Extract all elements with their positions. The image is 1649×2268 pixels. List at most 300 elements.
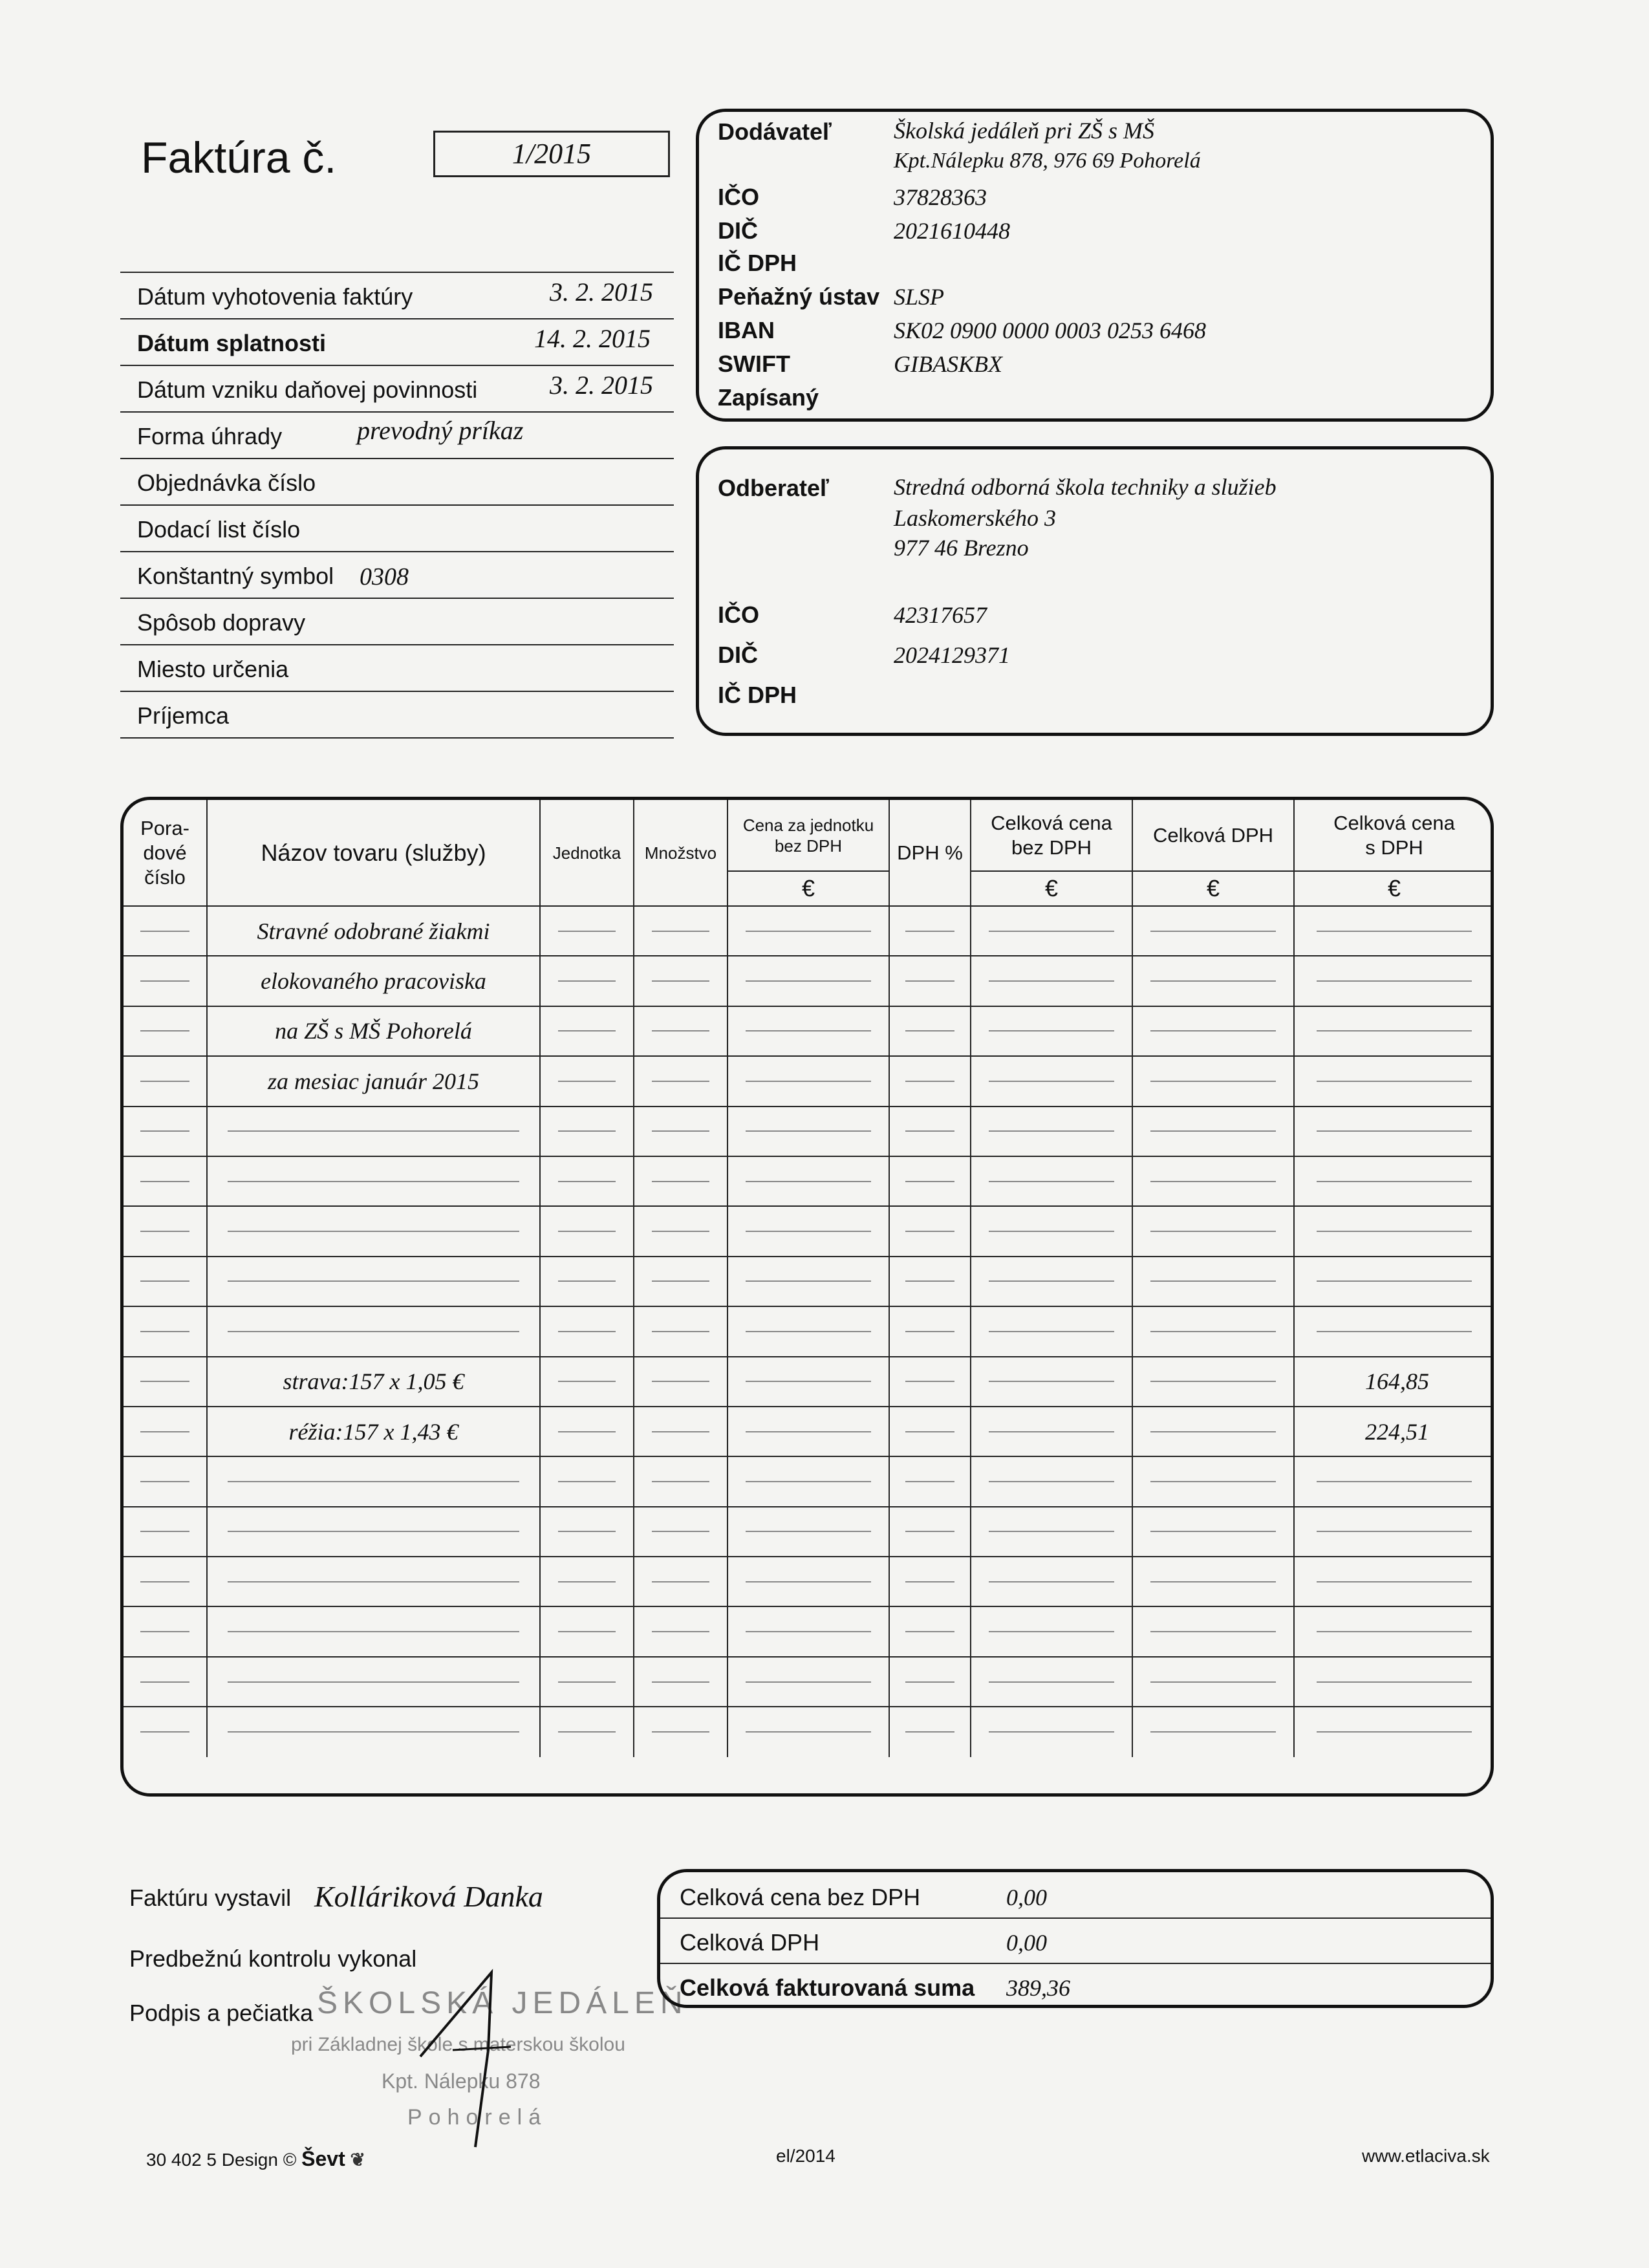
leaf-icon: ❦ bbox=[350, 2150, 365, 2170]
blank-line bbox=[905, 1431, 955, 1432]
item-cell[interactable] bbox=[540, 1056, 634, 1106]
item-cell[interactable] bbox=[1294, 1257, 1494, 1306]
blank-line bbox=[558, 1631, 616, 1632]
blank-line bbox=[1150, 931, 1275, 932]
item-cell[interactable] bbox=[540, 1107, 634, 1156]
item-cell[interactable] bbox=[124, 1357, 207, 1407]
blank-line bbox=[905, 1130, 955, 1132]
item-cell[interactable] bbox=[727, 1107, 889, 1156]
item-cell[interactable] bbox=[1294, 1606, 1494, 1656]
item-cell[interactable] bbox=[540, 1357, 634, 1407]
blank-line bbox=[746, 1481, 870, 1482]
supplier-name: Školská jedáleň pri ZŠ s MŠ bbox=[894, 118, 1154, 144]
table-row bbox=[124, 956, 1494, 1006]
item-cell[interactable] bbox=[124, 1707, 207, 1756]
blank-line bbox=[905, 1381, 955, 1382]
blank-line bbox=[652, 931, 709, 932]
blank-line bbox=[140, 1331, 190, 1332]
item-cell[interactable] bbox=[889, 1156, 971, 1206]
blank-line bbox=[558, 1431, 616, 1432]
item-cell[interactable] bbox=[1294, 1206, 1494, 1256]
supplier-dic-label: DIČ bbox=[718, 217, 758, 244]
blank-line bbox=[989, 1331, 1114, 1332]
item-cell[interactable] bbox=[634, 1407, 727, 1456]
item-cell[interactable] bbox=[124, 1107, 207, 1156]
item-cell[interactable] bbox=[1132, 1507, 1294, 1557]
blank-line bbox=[558, 1181, 616, 1182]
blank-line bbox=[140, 1531, 190, 1532]
buyer-dic-label: DIČ bbox=[718, 642, 758, 668]
blank-line bbox=[1317, 1631, 1472, 1632]
item-cell[interactable] bbox=[540, 1707, 634, 1756]
item-cell[interactable] bbox=[1132, 956, 1294, 1006]
blank-line bbox=[228, 1681, 519, 1683]
supplier-iban-label: IBAN bbox=[718, 317, 775, 343]
blank-line bbox=[746, 1181, 870, 1182]
item-cell[interactable] bbox=[889, 1257, 971, 1306]
total-sum-row bbox=[660, 1963, 1491, 2008]
blank-line bbox=[558, 980, 616, 982]
item-cell[interactable] bbox=[1132, 1357, 1294, 1407]
item-name-cell[interactable] bbox=[207, 1606, 540, 1656]
detail-label: Dodací list číslo bbox=[137, 516, 301, 543]
detail-row-divider bbox=[120, 458, 674, 459]
header-vat-total: Celková DPH bbox=[1132, 800, 1294, 871]
table-row bbox=[124, 1306, 1494, 1356]
item-cell[interactable] bbox=[634, 1206, 727, 1256]
item-cell[interactable] bbox=[540, 956, 634, 1006]
blank-line bbox=[746, 1581, 870, 1582]
detail-row-divider bbox=[120, 318, 674, 319]
detail-label: Forma úhrady bbox=[137, 423, 283, 449]
item-cell[interactable] bbox=[634, 1657, 727, 1707]
detail-row-divider bbox=[120, 272, 674, 273]
blank-line bbox=[989, 1280, 1114, 1282]
blank-line bbox=[228, 1331, 519, 1332]
blank-line bbox=[140, 980, 190, 982]
item-cell[interactable] bbox=[1294, 1006, 1494, 1056]
item-name-cell[interactable] bbox=[207, 1257, 540, 1306]
item-cell[interactable] bbox=[634, 1456, 727, 1506]
currency-total-with-vat: € bbox=[1294, 871, 1494, 906]
item-cell[interactable] bbox=[1132, 1206, 1294, 1256]
item-cell[interactable] bbox=[1132, 1456, 1294, 1506]
item-cell[interactable] bbox=[727, 1056, 889, 1106]
item-cell[interactable] bbox=[124, 1006, 207, 1056]
item-cell[interactable] bbox=[634, 1156, 727, 1206]
item-cell[interactable] bbox=[1294, 1707, 1494, 1756]
item-cell[interactable] bbox=[124, 906, 207, 956]
item-cell[interactable] bbox=[634, 1306, 727, 1356]
issued-by-label: Faktúru vystavil bbox=[129, 1885, 292, 1911]
blank-line bbox=[905, 1181, 955, 1182]
item-cell[interactable] bbox=[634, 1107, 727, 1156]
blank-line bbox=[746, 1631, 870, 1632]
item-cell[interactable] bbox=[124, 1056, 207, 1106]
detail-value[interactable]: prevodný príkaz bbox=[357, 416, 524, 445]
table-row bbox=[124, 1657, 1494, 1707]
item-cell[interactable] bbox=[634, 1606, 727, 1656]
item-cell[interactable] bbox=[634, 1006, 727, 1056]
item-cell[interactable] bbox=[124, 1657, 207, 1707]
header-poradove-cislo: Pora- dové číslo bbox=[124, 800, 207, 906]
detail-row-divider bbox=[120, 598, 674, 599]
blank-line bbox=[652, 1331, 709, 1332]
blank-line bbox=[1150, 1531, 1275, 1532]
item-cell[interactable] bbox=[889, 1056, 971, 1106]
blank-line bbox=[746, 1081, 870, 1082]
item-cell[interactable] bbox=[1294, 1657, 1494, 1707]
item-cell[interactable] bbox=[634, 1507, 727, 1557]
item-cell[interactable] bbox=[1294, 1306, 1494, 1356]
table-row bbox=[124, 1107, 1494, 1156]
item-cell[interactable] bbox=[634, 1707, 727, 1756]
item-cell[interactable] bbox=[1132, 1707, 1294, 1756]
issued-by-name: Kolláriková Danka bbox=[314, 1880, 543, 1913]
item-cell[interactable] bbox=[540, 1456, 634, 1506]
blank-line bbox=[558, 1280, 616, 1282]
item-cell[interactable] bbox=[971, 1056, 1132, 1106]
blank-line bbox=[558, 1081, 616, 1082]
blank-line bbox=[746, 1531, 870, 1532]
blank-line bbox=[1317, 1331, 1472, 1332]
blank-line bbox=[1150, 1280, 1275, 1282]
item-name-cell[interactable] bbox=[207, 1507, 540, 1557]
item-cell[interactable] bbox=[1294, 956, 1494, 1006]
blank-line bbox=[140, 1030, 190, 1031]
item-cell[interactable] bbox=[1294, 1507, 1494, 1557]
buyer-ico-label: IČO bbox=[718, 601, 760, 628]
item-cell[interactable] bbox=[727, 1456, 889, 1506]
item-name: réžia:157 x 1,43 € bbox=[288, 1418, 458, 1445]
detail-row-divider bbox=[120, 691, 674, 692]
item-cell[interactable] bbox=[1132, 1557, 1294, 1606]
item-cell[interactable] bbox=[971, 1257, 1132, 1306]
blank-line bbox=[746, 931, 870, 932]
item-cell[interactable] bbox=[889, 1507, 971, 1557]
item-cell[interactable] bbox=[1294, 1557, 1494, 1606]
item-cell[interactable] bbox=[1132, 1056, 1294, 1106]
item-cell[interactable] bbox=[124, 1507, 207, 1557]
blank-line bbox=[1150, 1381, 1275, 1382]
buyer-label: Odberateľ bbox=[718, 475, 829, 501]
blank-line bbox=[989, 1231, 1114, 1232]
item-cell[interactable] bbox=[540, 1306, 634, 1356]
item-cell[interactable] bbox=[540, 1557, 634, 1606]
total-net-label: Celková cena bez DPH bbox=[680, 1884, 921, 1910]
item-cell[interactable] bbox=[889, 906, 971, 956]
detail-value[interactable]: 3. 2. 2015 bbox=[550, 277, 653, 307]
header-unit-price: Cena za jednotku bez DPH bbox=[727, 800, 889, 871]
blank-line bbox=[558, 1681, 616, 1683]
item-name-cell[interactable] bbox=[207, 1407, 540, 1456]
header-unit: Jednotka bbox=[540, 800, 634, 906]
item-cell[interactable] bbox=[971, 1657, 1132, 1707]
item-cell[interactable] bbox=[634, 1357, 727, 1407]
item-cell[interactable] bbox=[889, 1707, 971, 1756]
item-name-cell[interactable] bbox=[207, 906, 540, 956]
item-cell[interactable] bbox=[540, 1257, 634, 1306]
item-name-cell[interactable] bbox=[207, 1657, 540, 1707]
blank-line bbox=[1317, 1731, 1472, 1733]
item-cell[interactable] bbox=[727, 1657, 889, 1707]
supplier-swift: GIBASKBX bbox=[894, 351, 1002, 377]
blank-line bbox=[558, 1030, 616, 1031]
item-cell[interactable] bbox=[540, 1206, 634, 1256]
item-cell[interactable] bbox=[889, 956, 971, 1006]
detail-label: Miesto určenia bbox=[137, 656, 289, 682]
supplier-bank-label: Peňažný ústav bbox=[718, 283, 880, 310]
blank-line bbox=[905, 1030, 955, 1031]
detail-label: Dátum vzniku daňovej povinnosti bbox=[137, 376, 478, 403]
items-table bbox=[120, 797, 1494, 1797]
invoice-number-field[interactable]: 1/2015 bbox=[433, 131, 670, 177]
blank-line bbox=[1150, 1481, 1275, 1482]
blank-line bbox=[228, 1181, 519, 1182]
blank-line bbox=[989, 1081, 1114, 1082]
item-cell[interactable] bbox=[634, 1056, 727, 1106]
item-cell[interactable] bbox=[540, 1657, 634, 1707]
item-name-cell[interactable] bbox=[207, 1156, 540, 1206]
item-cell[interactable] bbox=[727, 1707, 889, 1756]
table-row bbox=[124, 1707, 1494, 1756]
blank-line bbox=[140, 1681, 190, 1683]
blank-line bbox=[652, 1280, 709, 1282]
blank-line bbox=[1150, 1431, 1275, 1432]
item-cell[interactable] bbox=[971, 1006, 1132, 1056]
item-cell[interactable] bbox=[727, 906, 889, 956]
item-cell[interactable] bbox=[971, 1456, 1132, 1506]
item-cell[interactable] bbox=[889, 1606, 971, 1656]
item-cell[interactable] bbox=[540, 1606, 634, 1656]
item-name-cell[interactable] bbox=[207, 1357, 540, 1407]
item-cell[interactable] bbox=[124, 1606, 207, 1656]
item-cell[interactable] bbox=[971, 1306, 1132, 1356]
blank-line bbox=[652, 1681, 709, 1683]
item-cell[interactable] bbox=[971, 906, 1132, 956]
blank-line bbox=[989, 1030, 1114, 1031]
item-name-cell[interactable] bbox=[207, 1306, 540, 1356]
item-cell[interactable] bbox=[1132, 1657, 1294, 1707]
item-cell[interactable] bbox=[889, 1306, 971, 1356]
school-stamp bbox=[252, 1960, 705, 2160]
item-cell[interactable] bbox=[1132, 1407, 1294, 1456]
blank-line bbox=[746, 980, 870, 982]
item-name: elokovaného pracoviska bbox=[261, 968, 486, 995]
blank-line bbox=[558, 1331, 616, 1332]
blank-line bbox=[989, 1130, 1114, 1132]
item-cell[interactable] bbox=[727, 1156, 889, 1206]
blank-line bbox=[1317, 1681, 1472, 1683]
item-cell[interactable] bbox=[540, 1507, 634, 1557]
item-cell[interactable] bbox=[634, 906, 727, 956]
blank-line bbox=[140, 1631, 190, 1632]
blank-line bbox=[228, 1481, 519, 1482]
buyer-city: 977 46 Brezno bbox=[894, 535, 1029, 561]
detail-value[interactable]: 14. 2. 2015 bbox=[534, 324, 651, 353]
blank-line bbox=[652, 1731, 709, 1733]
detail-row-divider bbox=[120, 737, 674, 739]
item-cell[interactable] bbox=[889, 1557, 971, 1606]
item-name: Stravné odobrané žiakmi bbox=[257, 918, 490, 944]
item-name-cell[interactable] bbox=[207, 1206, 540, 1256]
table-row bbox=[124, 1006, 1494, 1056]
blank-line bbox=[652, 1531, 709, 1532]
blank-line bbox=[140, 1731, 190, 1733]
item-cell[interactable] bbox=[727, 956, 889, 1006]
item-cell[interactable] bbox=[540, 906, 634, 956]
table-row bbox=[124, 1407, 1494, 1456]
item-cell[interactable] bbox=[727, 1507, 889, 1557]
table-row bbox=[124, 1456, 1494, 1506]
item-cell[interactable] bbox=[971, 1206, 1132, 1256]
supplier-registered-label: Zapísaný bbox=[718, 384, 819, 411]
blank-line bbox=[746, 1681, 870, 1683]
blank-line bbox=[652, 1081, 709, 1082]
item-cell[interactable] bbox=[540, 1407, 634, 1456]
stamp-line-4: Pohorelá bbox=[407, 2105, 548, 2130]
item-cell[interactable] bbox=[124, 1156, 207, 1206]
item-cell[interactable] bbox=[889, 1006, 971, 1056]
edition-label: el/2014 bbox=[776, 2146, 835, 2166]
item-cell[interactable] bbox=[1132, 1006, 1294, 1056]
item-cell[interactable] bbox=[634, 956, 727, 1006]
table-row bbox=[124, 1257, 1494, 1306]
item-name: na ZŠ s MŠ Pohorelá bbox=[275, 1018, 472, 1044]
blank-line bbox=[1150, 1581, 1275, 1582]
blank-line bbox=[140, 1481, 190, 1482]
blank-line bbox=[1317, 1130, 1472, 1132]
item-cell[interactable] bbox=[634, 1257, 727, 1306]
item-cell[interactable] bbox=[540, 1156, 634, 1206]
blank-line bbox=[140, 1181, 190, 1182]
detail-label: Dátum vyhotovenia faktúry bbox=[137, 283, 413, 310]
item-cell[interactable] bbox=[1294, 1156, 1494, 1206]
item-cell[interactable] bbox=[971, 1606, 1132, 1656]
item-cell[interactable] bbox=[889, 1357, 971, 1407]
item-name-cell[interactable] bbox=[207, 1707, 540, 1756]
header-total-with-vat: Celková cena s DPH bbox=[1294, 800, 1494, 871]
item-cell[interactable] bbox=[634, 1557, 727, 1606]
stamp-line-3: Kpt. Nálepku 878 bbox=[382, 2069, 541, 2093]
detail-label: Dátum splatnosti bbox=[137, 330, 327, 356]
blank-line bbox=[1150, 1181, 1275, 1182]
blank-line bbox=[228, 1631, 519, 1632]
item-total-with-vat[interactable] bbox=[1294, 1357, 1494, 1407]
item-cell[interactable] bbox=[1132, 1107, 1294, 1156]
item-cell[interactable] bbox=[727, 1357, 889, 1407]
item-cell[interactable] bbox=[1132, 1306, 1294, 1356]
blank-line bbox=[558, 1481, 616, 1482]
item-cell[interactable] bbox=[971, 1557, 1132, 1606]
item-total-with-vat[interactable] bbox=[1294, 1407, 1494, 1456]
item-cell[interactable] bbox=[124, 1206, 207, 1256]
table-row bbox=[124, 1606, 1494, 1656]
item-cell[interactable] bbox=[727, 1006, 889, 1056]
blank-line bbox=[228, 1231, 519, 1232]
blank-line bbox=[1150, 1231, 1275, 1232]
item-cell[interactable] bbox=[1132, 1606, 1294, 1656]
item-cell[interactable] bbox=[971, 1407, 1132, 1456]
item-cell[interactable] bbox=[124, 1557, 207, 1606]
item-name-cell[interactable] bbox=[207, 956, 540, 1006]
total-net-row bbox=[660, 1872, 1491, 1919]
detail-label: Objednávka číslo bbox=[137, 470, 316, 496]
item-cell[interactable] bbox=[727, 1306, 889, 1356]
item-cell[interactable] bbox=[124, 956, 207, 1006]
item-cell[interactable] bbox=[1294, 1456, 1494, 1506]
item-cell[interactable] bbox=[971, 1156, 1132, 1206]
item-cell[interactable] bbox=[971, 1707, 1132, 1756]
blank-line bbox=[989, 1431, 1114, 1432]
blank-line bbox=[1317, 1030, 1472, 1031]
blank-line bbox=[989, 1631, 1114, 1632]
item-cell[interactable] bbox=[727, 1206, 889, 1256]
supplier-address: Kpt.Nálepku 878, 976 69 Pohorelá bbox=[894, 149, 1201, 173]
item-cell[interactable] bbox=[124, 1456, 207, 1506]
item-name-cell[interactable] bbox=[207, 1006, 540, 1056]
item-cell[interactable] bbox=[971, 1507, 1132, 1557]
item-cell[interactable] bbox=[1132, 906, 1294, 956]
item-cell[interactable] bbox=[124, 1306, 207, 1356]
item-name-cell[interactable] bbox=[207, 1107, 540, 1156]
table-row bbox=[124, 1357, 1494, 1407]
detail-value[interactable]: 0308 bbox=[360, 563, 409, 590]
blank-line bbox=[746, 1231, 870, 1232]
item-cell[interactable] bbox=[1294, 906, 1494, 956]
item-cell[interactable] bbox=[727, 1557, 889, 1606]
supplier-bank: SLSP bbox=[894, 284, 945, 310]
item-cell[interactable] bbox=[889, 1456, 971, 1506]
item-cell[interactable] bbox=[971, 956, 1132, 1006]
blank-line bbox=[652, 1481, 709, 1482]
item-cell[interactable] bbox=[1294, 1107, 1494, 1156]
item-cell[interactable] bbox=[889, 1657, 971, 1707]
totals-box bbox=[657, 1869, 1494, 2008]
item-cell[interactable] bbox=[1132, 1257, 1294, 1306]
blank-line bbox=[746, 1030, 870, 1031]
item-cell[interactable] bbox=[889, 1107, 971, 1156]
item-cell[interactable] bbox=[727, 1606, 889, 1656]
blank-line bbox=[140, 1581, 190, 1582]
item-cell[interactable] bbox=[971, 1107, 1132, 1156]
item-cell[interactable] bbox=[540, 1006, 634, 1056]
blank-line bbox=[1317, 1581, 1472, 1582]
blank-line bbox=[905, 1531, 955, 1532]
item-cell[interactable] bbox=[727, 1407, 889, 1456]
blank-line bbox=[989, 1581, 1114, 1582]
table-row bbox=[124, 1056, 1494, 1106]
blank-line bbox=[140, 1081, 190, 1082]
item-name-cell[interactable] bbox=[207, 1557, 540, 1606]
item-rows bbox=[124, 906, 1494, 1757]
item-name-cell[interactable] bbox=[207, 1056, 540, 1106]
item-cell[interactable] bbox=[727, 1257, 889, 1306]
item-cell[interactable] bbox=[1132, 1156, 1294, 1206]
detail-row-divider bbox=[120, 551, 674, 552]
blank-line bbox=[989, 980, 1114, 982]
item-cell[interactable] bbox=[889, 1206, 971, 1256]
item-cell[interactable] bbox=[124, 1407, 207, 1456]
item-cell[interactable] bbox=[1294, 1056, 1494, 1106]
detail-value[interactable]: 3. 2. 2015 bbox=[550, 371, 653, 400]
item-cell[interactable] bbox=[124, 1257, 207, 1306]
supplier-icdph-label: IČ DPH bbox=[718, 250, 797, 276]
table-row bbox=[124, 1206, 1494, 1256]
item-cell[interactable] bbox=[889, 1407, 971, 1456]
item-name-cell[interactable] bbox=[207, 1456, 540, 1506]
item-cell[interactable] bbox=[971, 1357, 1132, 1407]
